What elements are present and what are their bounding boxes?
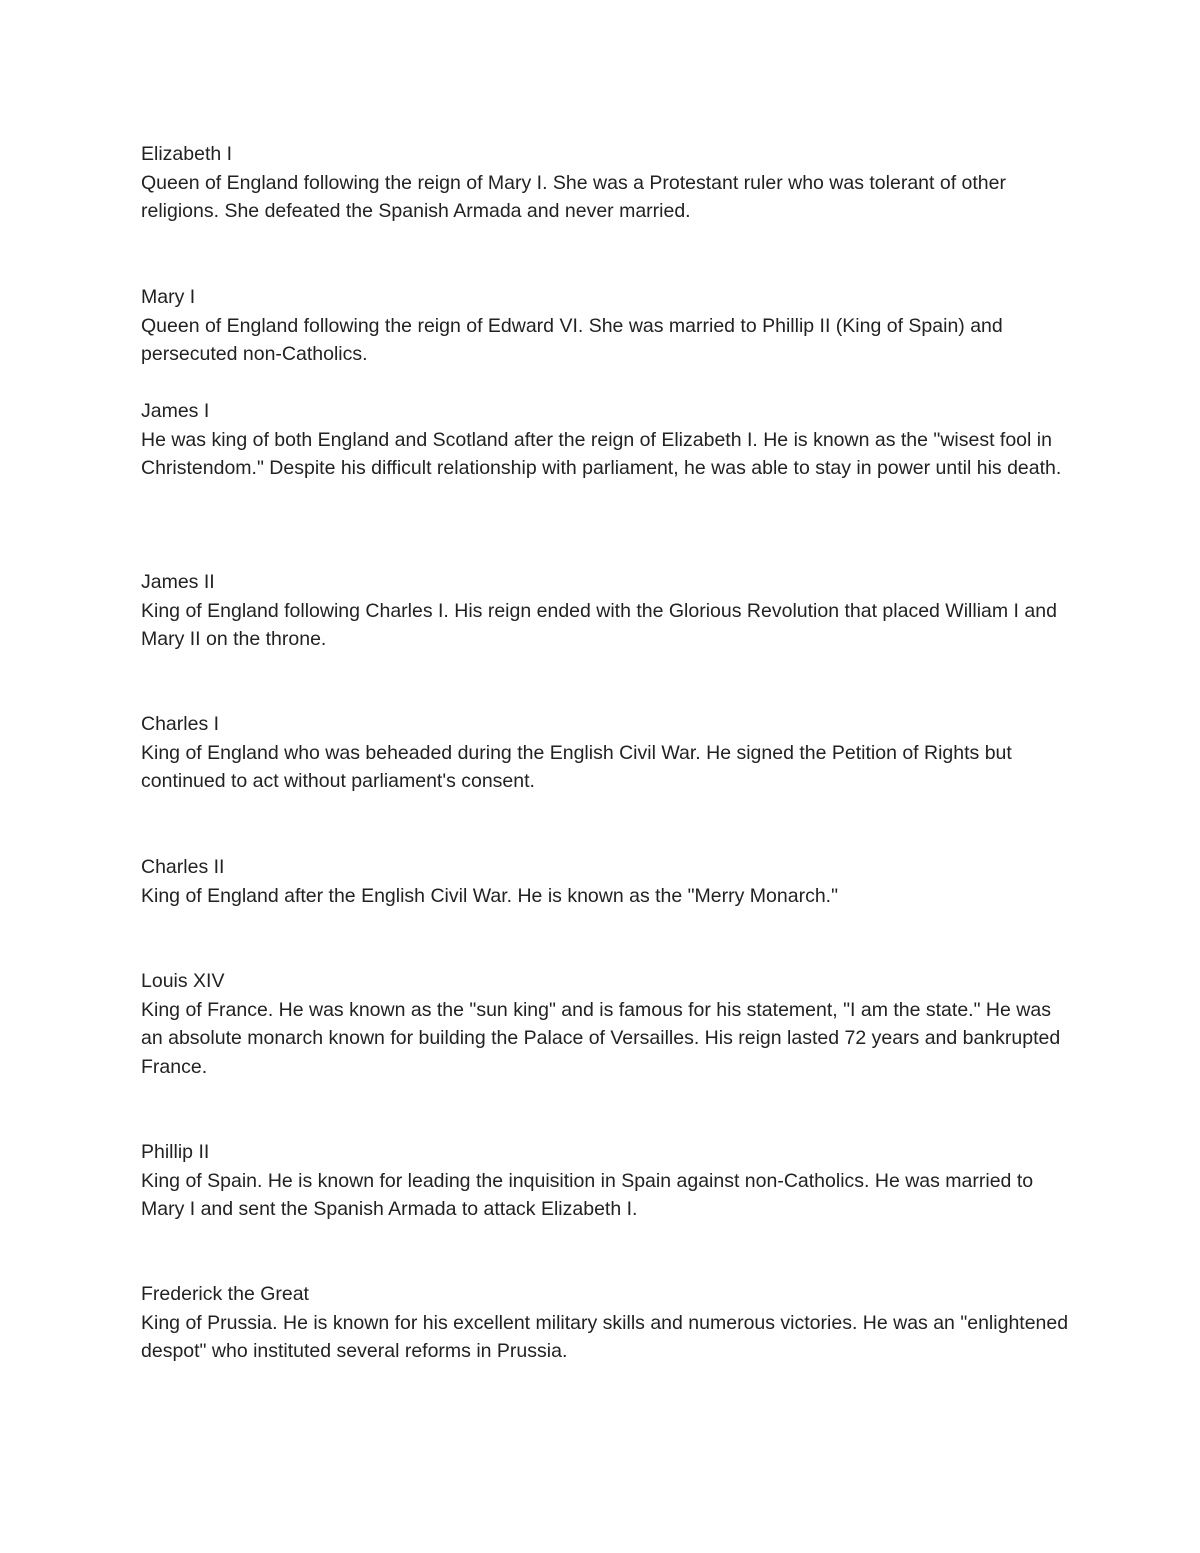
entry-name: James II bbox=[141, 571, 215, 593]
entry-phillip-ii bbox=[141, 1138, 1071, 1224]
entry-description: Queen of England following the reign of Edward VI. She was married to Phillip II (King of Spain) and persecuted non-Catholics. bbox=[141, 314, 1003, 366]
entry-name: Elizabeth I bbox=[141, 143, 233, 165]
entry-mary-i bbox=[141, 283, 1071, 369]
entry-charles-i bbox=[141, 710, 1071, 796]
entry-charles-ii bbox=[141, 853, 1071, 910]
entry-description: Queen of England following the reign of Mary I. She was a Protestant ruler who was tolerant of other religions. She defeated the Spanish Armada and never married. bbox=[141, 171, 1006, 223]
entry-elizabeth-i bbox=[141, 140, 1071, 226]
entry-description: He was king of both England and Scotland after the reign of Elizabeth I. He is known as the "wisest fool in Christendom." Despite his difficult relationship with parliament, he was able to stay in power until his death. bbox=[141, 428, 1062, 480]
entry-james-ii bbox=[141, 568, 1071, 654]
entry-description: King of France. He was known as the "sun king" and is famous for his statement, "I am the state." He was an absolute monarch known for building the Palace of Versailles. His reign lasted 72 years and bankrupted France. bbox=[141, 998, 1061, 1078]
entry-description: King of England following Charles I. His reign ended with the Glorious Revolution that placed William I and Mary II on the throne. bbox=[141, 599, 1057, 651]
entry-description: King of England who was beheaded during the English Civil War. He signed the Petition of Rights but continued to act without parliament's consent. bbox=[141, 741, 1012, 793]
entry-name: Louis XIV bbox=[141, 970, 225, 992]
entry-name: Phillip II bbox=[141, 1141, 210, 1163]
entry-name: Mary I bbox=[141, 286, 196, 308]
entry-name: Frederick the Great bbox=[141, 1283, 309, 1305]
entry-description: King of Prussia. He is known for his excellent military skills and numerous victories. He was an "enlightened despot" who instituted several reforms in Prussia. bbox=[141, 1311, 1069, 1363]
entry-frederick-the-great bbox=[141, 1280, 1071, 1366]
entry-name: Charles I bbox=[141, 713, 220, 735]
entry-description: King of Spain. He is known for leading the inquisition in Spain against non-Catholics. He was married to Mary I and sent the Spanish Armada to attack Elizabeth I. bbox=[141, 1169, 1034, 1221]
entry-louis-xiv bbox=[141, 967, 1071, 1081]
entry-name: James I bbox=[141, 400, 210, 422]
entry-name: Charles II bbox=[141, 856, 225, 878]
entry-james-i bbox=[141, 397, 1071, 483]
entry-description: King of England after the English Civil War. He is known as the "Merry Monarch." bbox=[141, 884, 839, 907]
